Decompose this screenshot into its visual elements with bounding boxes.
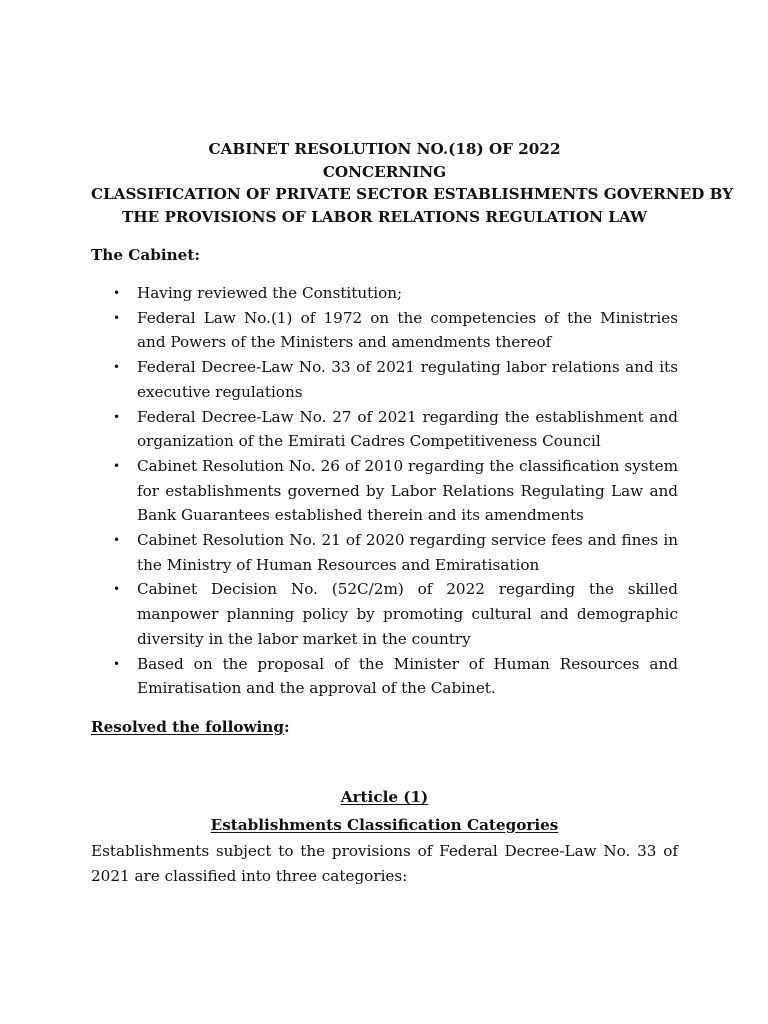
list-item-text: Cabinet Decision No. (52C/2m) of 2022 regarding the skilled manpower planning policy by promoting cultural and demographic diversity in the labor market in the country xyxy=(137,580,678,648)
list-item xyxy=(91,405,678,454)
list-item-text: Cabinet Resolution No. 26 of 2010 regarding the classification system for establishments governed by Labor Relations Regulating Law and Bank Guarantees established therein and its amendments xyxy=(137,456,678,525)
list-item xyxy=(91,355,678,404)
bullet-icon: • xyxy=(113,533,121,548)
list-item-text: Cabinet Resolution No. 21 of 2020 regarding service fees and fines in the Ministry of Human Resources and Emiratisation xyxy=(137,531,678,574)
list-item xyxy=(91,577,678,651)
list-item-text: Federal Law No.(1) of 1972 on the competencies of the Ministries and Powers of the Ministers and amendments thereof xyxy=(137,308,678,352)
resolved-label: Resolved the following xyxy=(91,717,284,736)
resolved-heading xyxy=(91,715,678,739)
list-item xyxy=(91,454,678,528)
bullet-icon: • xyxy=(113,310,121,325)
resolved-colon: : xyxy=(283,717,290,736)
list-item-text: Having reviewed the Constitution; xyxy=(137,284,403,302)
list-item-text: Federal Decree-Law No. 33 of 2021 regulating labor relations and its executive regulations xyxy=(137,358,678,401)
title-line: CABINET RESOLUTION NO.(18) OF 2022 xyxy=(208,140,561,158)
title-line: CONCERNING xyxy=(322,162,447,181)
list-item xyxy=(91,281,678,306)
document-title xyxy=(91,138,734,228)
title-line: CLASSIFICATION OF PRIVATE SECTOR ESTABLISHMENTS GOVERNED BY xyxy=(91,185,734,203)
article-body: Establishments subject to the provisions of Federal Decree-Law No. 33 of 2021 are classified into three categories: xyxy=(91,841,678,885)
list-item-text: Federal Decree-Law No. 27 of 2021 regarding the establishment and organization of the Emirati Cadres Competitiveness Council xyxy=(137,407,678,451)
list-item xyxy=(91,528,678,577)
preamble-list xyxy=(91,281,678,701)
bullet-icon: • xyxy=(113,360,121,375)
list-item xyxy=(91,652,678,701)
bullet-icon: • xyxy=(113,409,121,424)
preamble-heading: The Cabinet: xyxy=(91,246,200,264)
list-item-text: Based on the proposal of the Minister of Human Resources and Emiratisation and the approval of the Cabinet. xyxy=(137,654,678,698)
bullet-icon: • xyxy=(113,286,121,300)
title-line: THE PROVISIONS OF LABOR RELATIONS REGULATION LAW xyxy=(121,207,648,226)
bullet-icon: • xyxy=(113,656,121,671)
bullet-icon: • xyxy=(113,582,121,597)
article-number: Article (1) xyxy=(340,787,429,806)
article-heading: Establishments Classification Categories xyxy=(210,815,559,834)
bullet-icon: • xyxy=(113,458,121,473)
list-item xyxy=(91,306,678,355)
